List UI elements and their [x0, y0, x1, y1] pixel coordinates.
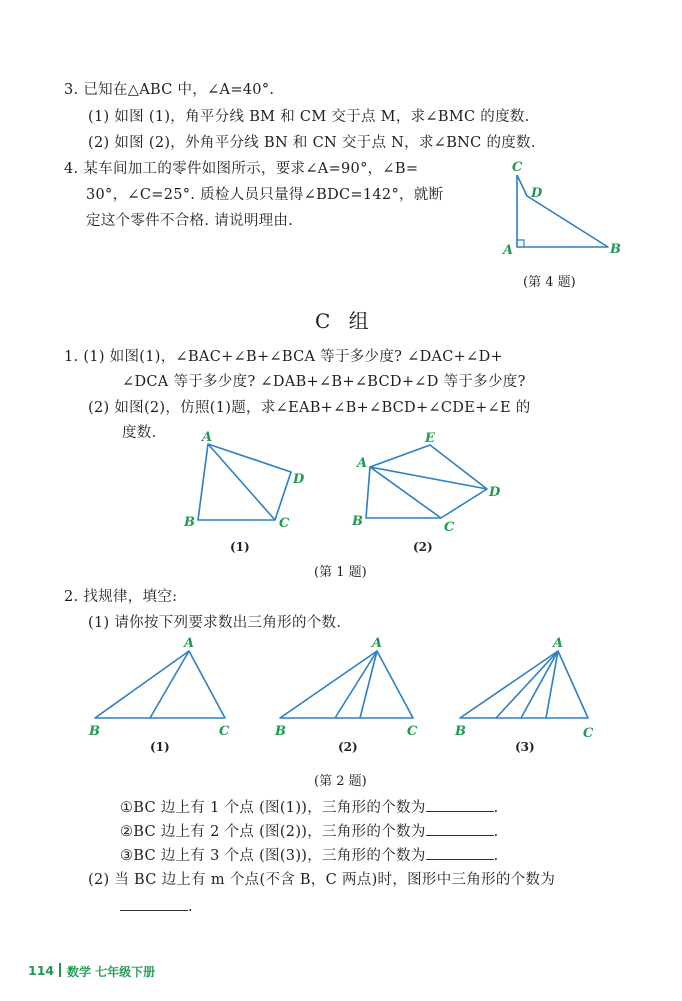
footer-divider [59, 963, 61, 977]
c2-fig3-label-b: B [455, 724, 466, 739]
c1-caption: (第 1 题) [314, 565, 367, 580]
c2-fig1-sub: (1) [150, 740, 170, 754]
c1-line4: 度数. [122, 425, 157, 441]
c2-fill3-dot: . [493, 848, 499, 864]
book-title: 数学 七年级下册 [67, 965, 156, 979]
q4-line1: 4. 某车间加工的零件如图所示，要求∠A=90°，∠B= [64, 161, 419, 177]
q4-label-c: C [512, 160, 523, 175]
c2-fill3 [120, 845, 499, 866]
q4-line2: 30°，∠C=25°. 质检人员只量得∠BDC=142°，就断 [86, 187, 444, 203]
c2-fig1-label-b: B [89, 724, 100, 739]
c1-fig1-label-b: B [184, 515, 195, 530]
c1-fig1-label-c: C [279, 516, 290, 531]
q4-label-b: B [610, 242, 621, 257]
c2-fig3-sub: (3) [515, 740, 535, 754]
c1-line2: ∠DCA 等于多少度? ∠DAB+∠B+∠BCD+∠D 等于多少度? [122, 374, 526, 390]
c2-fig3-label-c: C [583, 726, 594, 741]
c2-fill2-dot: . [493, 824, 499, 840]
c2-fill1-dot: . [493, 800, 499, 816]
c1-fig1-label-a: A [202, 430, 213, 445]
c2-fill2-blank[interactable] [426, 821, 494, 836]
c2-part2-answer [120, 896, 193, 917]
c2-fig1-label-c: C [219, 724, 230, 739]
c2-part1: (1) 请你按下列要求数出三角形的个数. [88, 615, 342, 631]
c2-fig2-shape [280, 651, 413, 718]
c2-part2-blank[interactable] [120, 896, 188, 911]
c2-fig1-label-a: A [184, 636, 195, 651]
c2-fig2-label-b: B [275, 724, 286, 739]
c2-fig3-shape [460, 651, 588, 718]
c1-line1: 1. (1) 如图(1)，∠BAC+∠B+∠BCA 等于多少度? ∠DAC+∠D+ [64, 349, 503, 365]
c1-fig2-label-c: C [444, 520, 455, 535]
page-number: 114 [28, 963, 55, 978]
c1-fig2-sub: (2) [413, 540, 433, 554]
q4-line3: 定这个零件不合格. 请说明理由. [86, 213, 294, 229]
q3-part1: (1) 如图 (1)，角平分线 BM 和 CM 交于点 M，求∠BMC 的度数. [88, 109, 530, 125]
c2-fill2-text: ②BC 边上有 2 个点 (图(2))，三角形的个数为 [120, 824, 426, 840]
section-heading: C 组 [315, 309, 375, 333]
c2-fill1 [120, 797, 499, 818]
q4-label-a: A [503, 243, 514, 258]
c2-fig2-label-c: C [407, 724, 418, 739]
c2-fig2-label-a: A [372, 636, 383, 651]
c1-fig2-label-b: B [352, 514, 363, 529]
c2-fill3-blank[interactable] [426, 845, 494, 860]
c1-fig2-label-d: D [489, 485, 501, 500]
c2-fig3-label-a: A [553, 636, 564, 651]
c2-stem: 2. 找规律，填空: [64, 589, 178, 605]
c2-fig2-sub: (2) [338, 740, 358, 754]
c1-fig1-sub: (1) [230, 540, 250, 554]
c1-fig1-label-d: D [293, 472, 305, 487]
c2-fill1-text: ①BC 边上有 1 个点 (图(1))，三角形的个数为 [120, 800, 426, 816]
q4-label-d: D [531, 186, 543, 201]
c2-fig1-shape [95, 651, 225, 718]
c2-fill1-blank[interactable] [426, 797, 494, 812]
c2-fill3-text: ③BC 边上有 3 个点 (图(3))，三角形的个数为 [120, 848, 426, 864]
c2-caption: (第 2 题) [314, 774, 367, 789]
c1-line3: (2) 如图(2)，仿照(1)题，求∠EAB+∠B+∠BCD+∠CDE+∠E 的 [88, 400, 531, 416]
c2-part2: (2) 当 BC 边上有 m 个点(不含 B，C 两点)时，图形中三角形的个数为 [88, 872, 556, 888]
q3-part2: (2) 如图 (2)，外角平分线 BN 和 CN 交于点 N，求∠BNC 的度数. [88, 135, 536, 151]
c1-fig2-label-e: E [425, 431, 435, 446]
c1-fig2-label-a: A [357, 456, 368, 471]
c2-fill2 [120, 821, 499, 842]
c2-part2-dot: . [188, 899, 193, 915]
q3-stem: 3. 已知在△ABC 中，∠A=40°. [64, 82, 275, 98]
q4-caption: (第 4 题) [523, 275, 576, 290]
